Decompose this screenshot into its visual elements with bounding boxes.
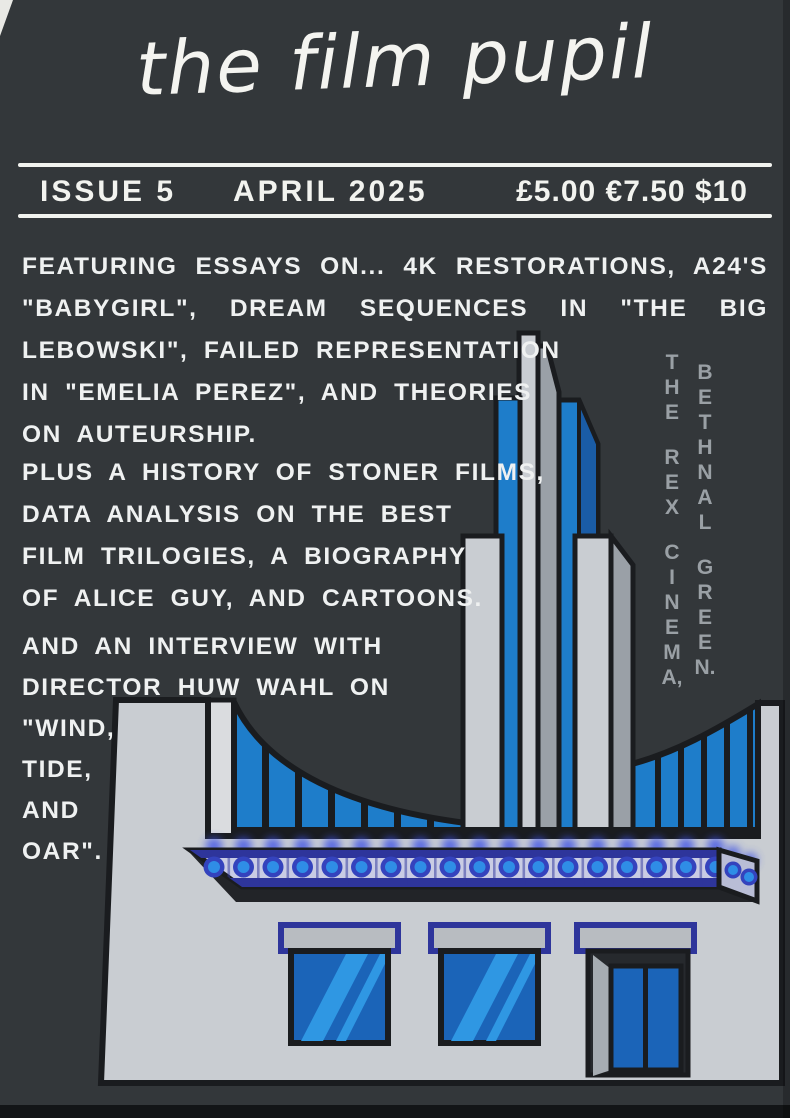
text-line: "WIND,	[22, 715, 116, 742]
text-line: FEATURING ESSAYS ON... 4K RESTORATIONS, A24'S	[22, 253, 768, 280]
features-paragraph	[22, 246, 768, 456]
text-line: AND AN INTERVIEW WITH	[22, 633, 383, 660]
interview-paragraph	[22, 626, 768, 872]
word-gap	[659, 425, 685, 445]
text-line: OAR".	[22, 838, 103, 865]
vertical-letter: M	[663, 641, 681, 664]
vertical-letter: B	[697, 361, 713, 384]
vertical-letter: H	[697, 436, 713, 459]
side-text-location	[692, 360, 718, 680]
text-line: "BABYGIRL", DREAM SEQUENCES IN "THE BIG	[22, 295, 768, 322]
text-line: IN "EMELIA PEREZ", AND THEORIES	[22, 379, 533, 406]
vertical-letter: X	[664, 496, 679, 519]
issue-number: ISSUE 5	[40, 175, 177, 208]
text-line: AND	[22, 797, 80, 824]
vertical-letter: N	[697, 461, 713, 484]
vertical-letter: N	[664, 591, 680, 614]
bottom-rule	[18, 214, 772, 218]
vertical-letter: L	[698, 511, 712, 534]
text-line: TIDE,	[22, 756, 93, 783]
text-line: ON AUTEURSHIP.	[22, 421, 257, 448]
text-line: DIRECTOR HUW WAHL ON	[22, 674, 390, 701]
vertical-letter: E	[664, 616, 679, 639]
vertical-letter: E	[697, 606, 712, 629]
right-page-edge	[783, 0, 790, 1118]
vertical-letter: R	[697, 581, 713, 604]
vertical-letter: E	[664, 401, 679, 424]
text-line: LEBOWSKI", FAILED REPRESENTATION	[22, 337, 561, 364]
vertical-letter: E	[697, 631, 712, 654]
word-gap	[692, 535, 718, 555]
issue-prices: £5.00 €7.50 $10	[516, 175, 748, 208]
plus-paragraph	[22, 452, 768, 620]
vertical-letter: T	[665, 351, 679, 374]
issue-date: APRIL 2025	[233, 175, 428, 208]
vertical-letter: G	[696, 556, 714, 579]
bottom-page-edge	[0, 1105, 790, 1118]
text-line: PLUS A HISTORY OF STONER FILMS,	[22, 459, 545, 486]
vertical-letter: E	[664, 471, 679, 494]
vertical-letter: H	[664, 376, 680, 399]
vertical-letter: A	[697, 486, 713, 509]
side-text-cinema-name	[659, 350, 685, 690]
text-line: OF ALICE GUY, AND CARTOONS.	[22, 585, 483, 612]
vertical-letter: R	[664, 446, 680, 469]
vertical-letter: I	[669, 566, 675, 589]
top-rule	[18, 163, 772, 167]
vertical-letter: E	[697, 386, 712, 409]
text-line: FILM TRILOGIES, A BIOGRAPHY	[22, 543, 467, 570]
entrance-door	[577, 925, 694, 1076]
text-line: DATA ANALYSIS ON THE BEST	[22, 501, 453, 528]
masthead-title: the film pupil	[134, 8, 656, 114]
vertical-letter: N.	[694, 656, 716, 679]
vertical-letter: C	[664, 541, 680, 564]
door-reveal	[593, 955, 611, 1076]
window-left	[281, 925, 398, 1043]
word-gap	[659, 520, 685, 540]
window-right	[431, 925, 548, 1043]
vertical-letter: T	[698, 411, 712, 434]
vertical-letter: A,	[661, 666, 683, 689]
